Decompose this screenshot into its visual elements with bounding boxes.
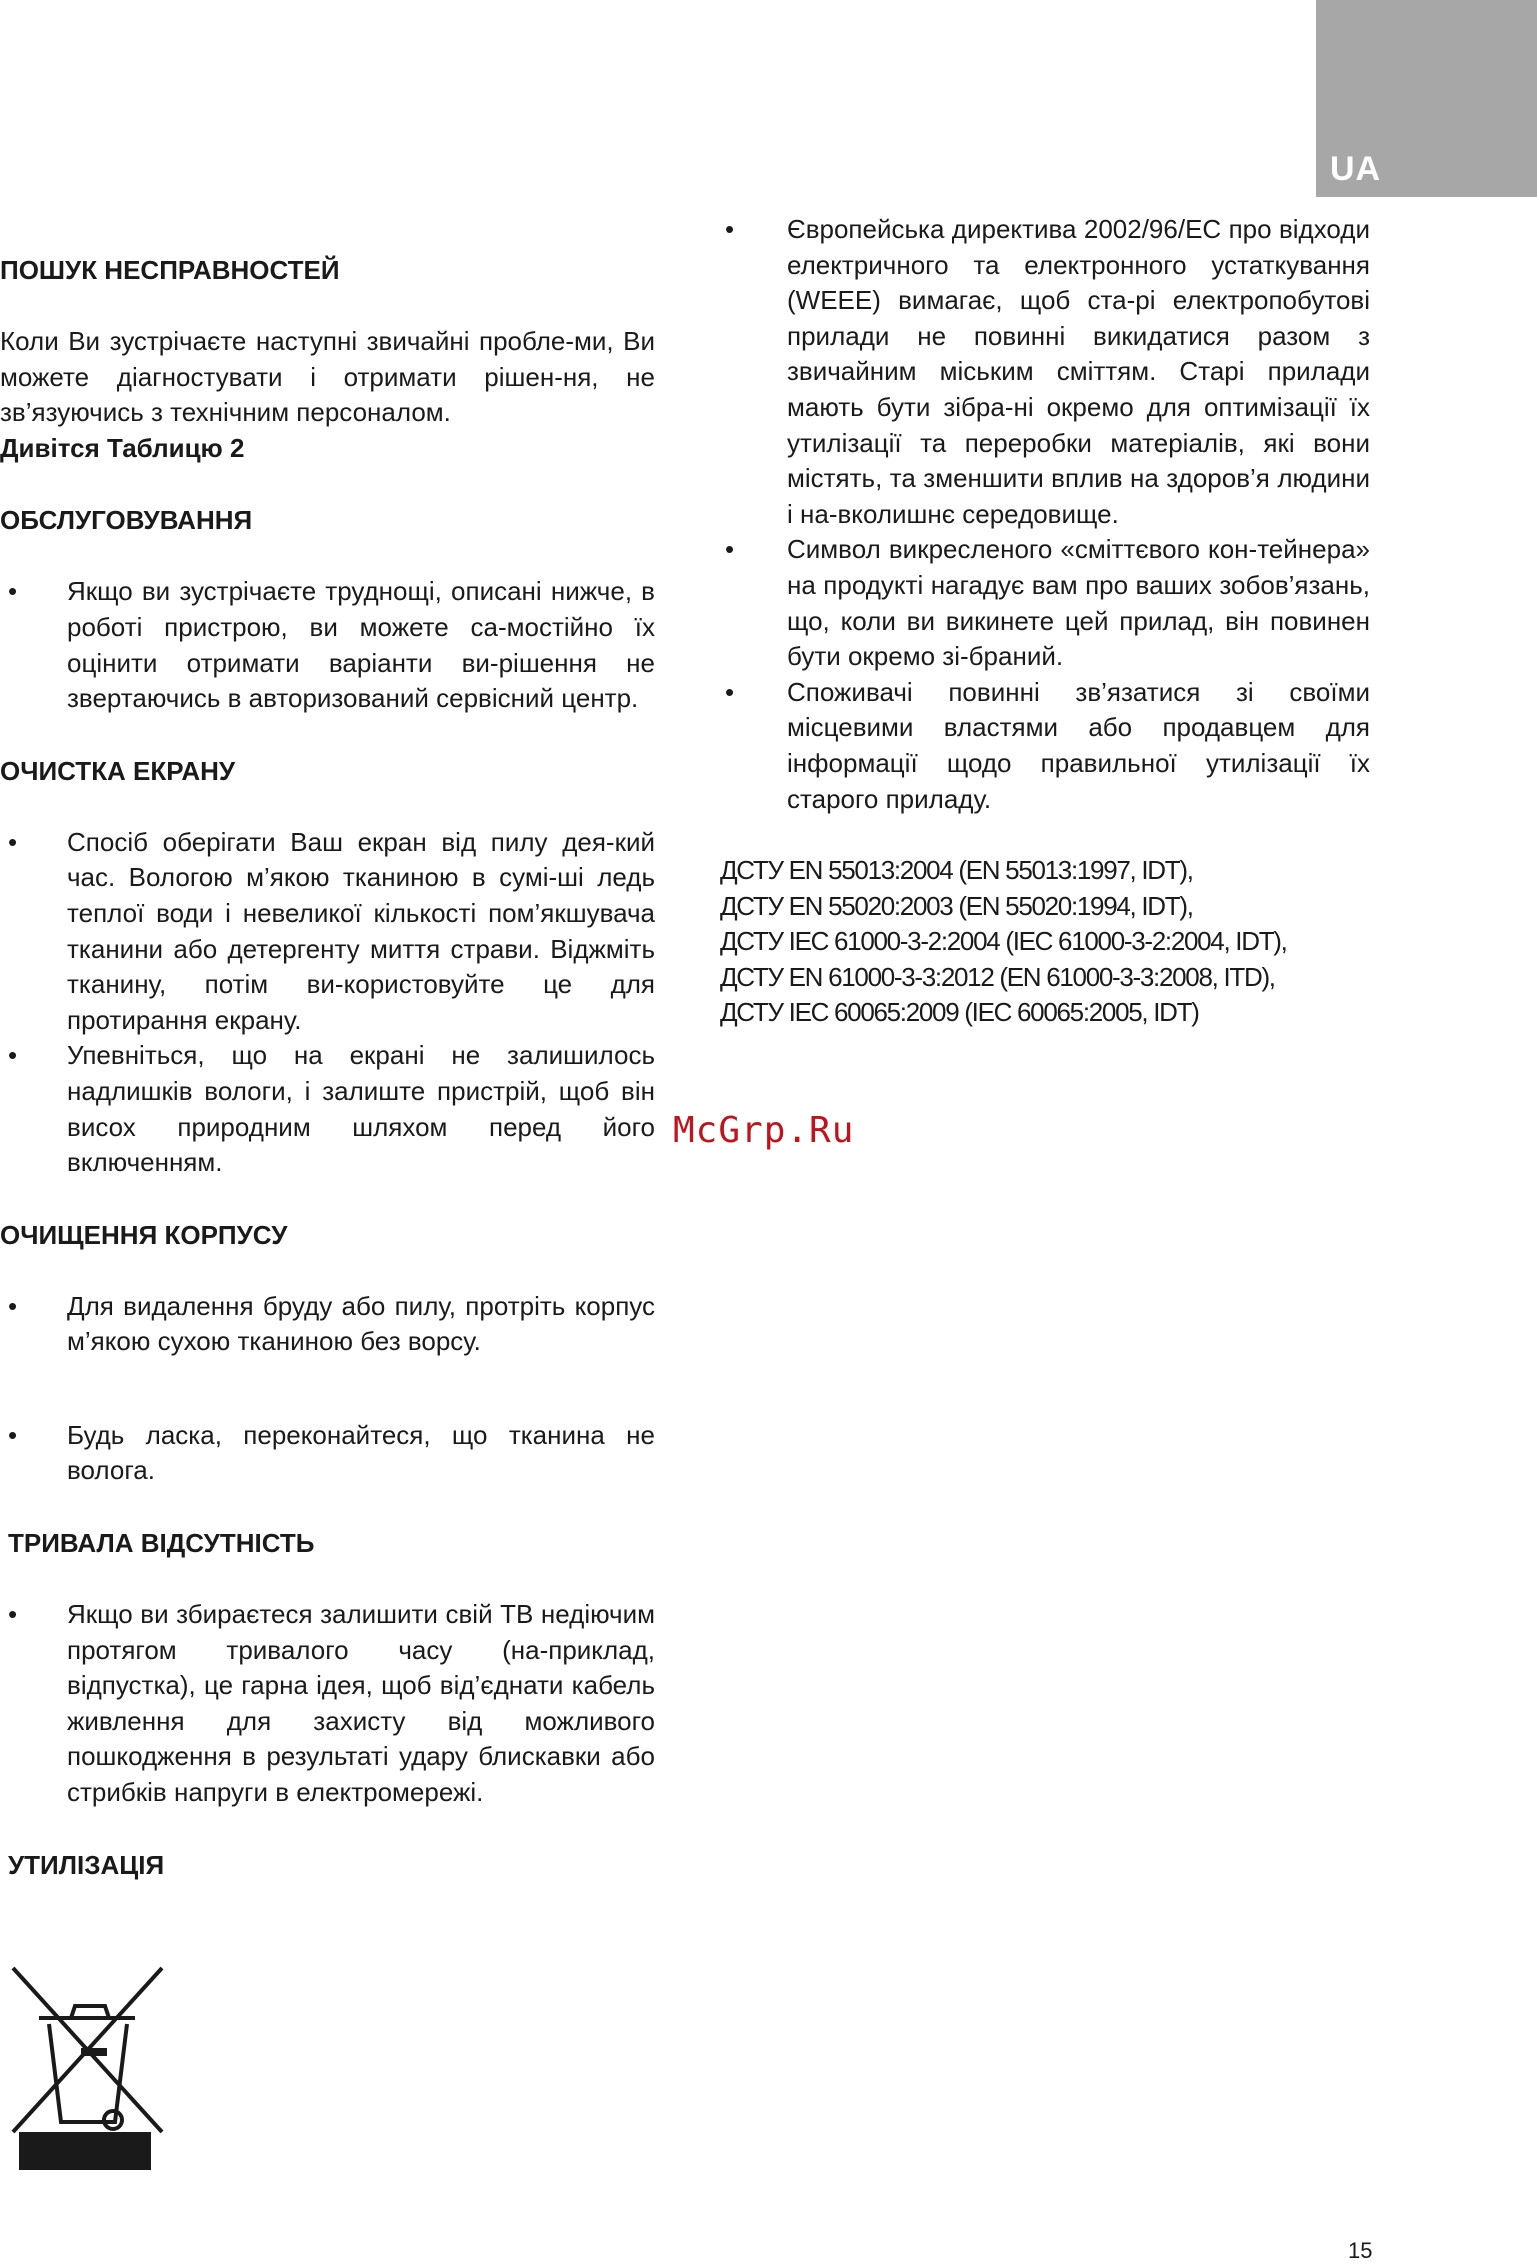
page-number: 15 [1348, 2238, 1373, 2263]
standard-line: ДСТУ EN 55020:2003 (EN 55020:1994, IDT), [720, 890, 1193, 921]
long-absence-heading: ТРИВАЛА ВІДСУТНІСТЬ [8, 1528, 315, 1559]
disposal-heading: УТИЛІЗАЦІЯ [8, 1849, 165, 1880]
list-item: • Споживачі повинні зв’язатися зі своїми місцевими властями або продавцем для інформації щодо правильної утилізації їх старого приладу. [725, 676, 1370, 814]
weee-black-bar [19, 2132, 151, 2170]
case-cleaning-heading: ОЧИЩЕННЯ КОРПУСУ [0, 1219, 288, 1250]
list-item: • Європейська директива 2002/96/ЕС про відходи електричного та електронного устаткування (WEEE) вимагає, щоб ста-рі електропобутові прилади не повинні викидатися разом з звичайним міським сміттям. Старі прилади мають бути зібра-ні окремо для оптимізації їх утилізації та переробки матеріалів, які вони містять, та зменшити вплив на здоров’я людини і на-вколишнє середовище. [725, 214, 1370, 529]
list-item: • Якщо ви збираєтеся залишити свій ТВ недіючим протягом тривалого часу (на-приклад, відпустка), це гарна ідея, щоб від’єднати кабель живлення для захисту від можливого пошкодження в результаті удару блискавки або стрибків напруги в електромережі. [8, 1599, 655, 1808]
watermark: McGrp.Ru [673, 1110, 855, 1151]
left-column [0, 252, 655, 1883]
standard-line: ДСТУ IEC 60065:2009 (IEC 60065:2005, IDT) [720, 997, 1199, 1028]
bullet: • [8, 826, 18, 857]
bullet: • [8, 1419, 18, 1450]
standard-line: ДСТУ EN 55013:2004 (EN 55013:1997, IDT), [720, 855, 1193, 886]
list-item: • Якщо ви зустрічаєте труднощі, описані нижче, в роботі пристрою, ви можете са-мостійно їх оцінити отримати варіанти ви-рішення не звертаючись в авторизований сервісний центр. [8, 576, 655, 714]
troubleshooting-heading: ПОШУК НЕСПРАВНОСТЕЙ [0, 255, 340, 285]
bullet: • [8, 1599, 18, 1630]
maintenance-heading: ОБСЛУГОВУВАННЯ [0, 505, 253, 536]
bullet: • [725, 214, 735, 244]
bullet: • [8, 1290, 18, 1321]
troubleshooting-intro: Коли Ви зустрічаєте наступні звичайні пробле-ми, Ви можете діагностувати і отримати рішен-ня, не зв’язуючись з технічним персоналом. [0, 326, 655, 428]
standard-line: ДСТУ IEC 61000-3-2:2004 (IEC 61000-3-2:2004, IDT), [720, 926, 1287, 957]
list-item: • Для видалення бруду або пилу, протріть корпус м’якою сухою тканиною без ворсу. [8, 1290, 655, 1357]
standards-list [720, 853, 1370, 1031]
screen-cleaning-list [0, 825, 655, 1181]
case-cleaning-list [0, 1289, 655, 1489]
bullet: • [8, 1040, 18, 1071]
list-item: • Символ викресленого «сміттєвого кон-тейнера» на продукті нагадує вам про ваших зобов’язань, що, коли ви викинете цей прилад, він повинен бути окремо зі-браний. [725, 534, 1370, 672]
maintenance-list [0, 574, 655, 716]
screen-cleaning-heading: ОЧИСТКА ЕКРАНУ [0, 755, 236, 786]
long-absence-list [0, 1597, 655, 1811]
list-item: • Будь ласка, переконайтеся, що тканина не волога. [8, 1419, 655, 1486]
right-column [720, 212, 1370, 1031]
bullet: • [8, 576, 18, 607]
weee-info-list [720, 212, 1370, 817]
see-table-note: Дивітся Таблицю 2 [0, 432, 245, 463]
bullet: • [725, 676, 735, 707]
list-item: • Упевніться, що на екрані не залишилось надлишків вологи, і залиште пристрій, щоб він висох природним шляхом перед його включенням. [8, 1040, 655, 1178]
standard-line: ДСТУ EN 61000-3-3:2012 (EN 61000-3-3:2008, ITD), [720, 961, 1275, 992]
language-tab [1316, 0, 1537, 197]
bullet: • [725, 534, 735, 565]
language-tab-label: UA [1330, 150, 1382, 188]
list-item: • Спосіб оберігати Ваш екран від пилу дея-кий час. Вологою м’якою тканиною в сумі-ші ледь теплої води і невеликої кількості пом’якшувача тканини або детергенту миття страви. Віджміть тканину, потім ви-користовуйте це для протирання екрану. [8, 826, 655, 1035]
